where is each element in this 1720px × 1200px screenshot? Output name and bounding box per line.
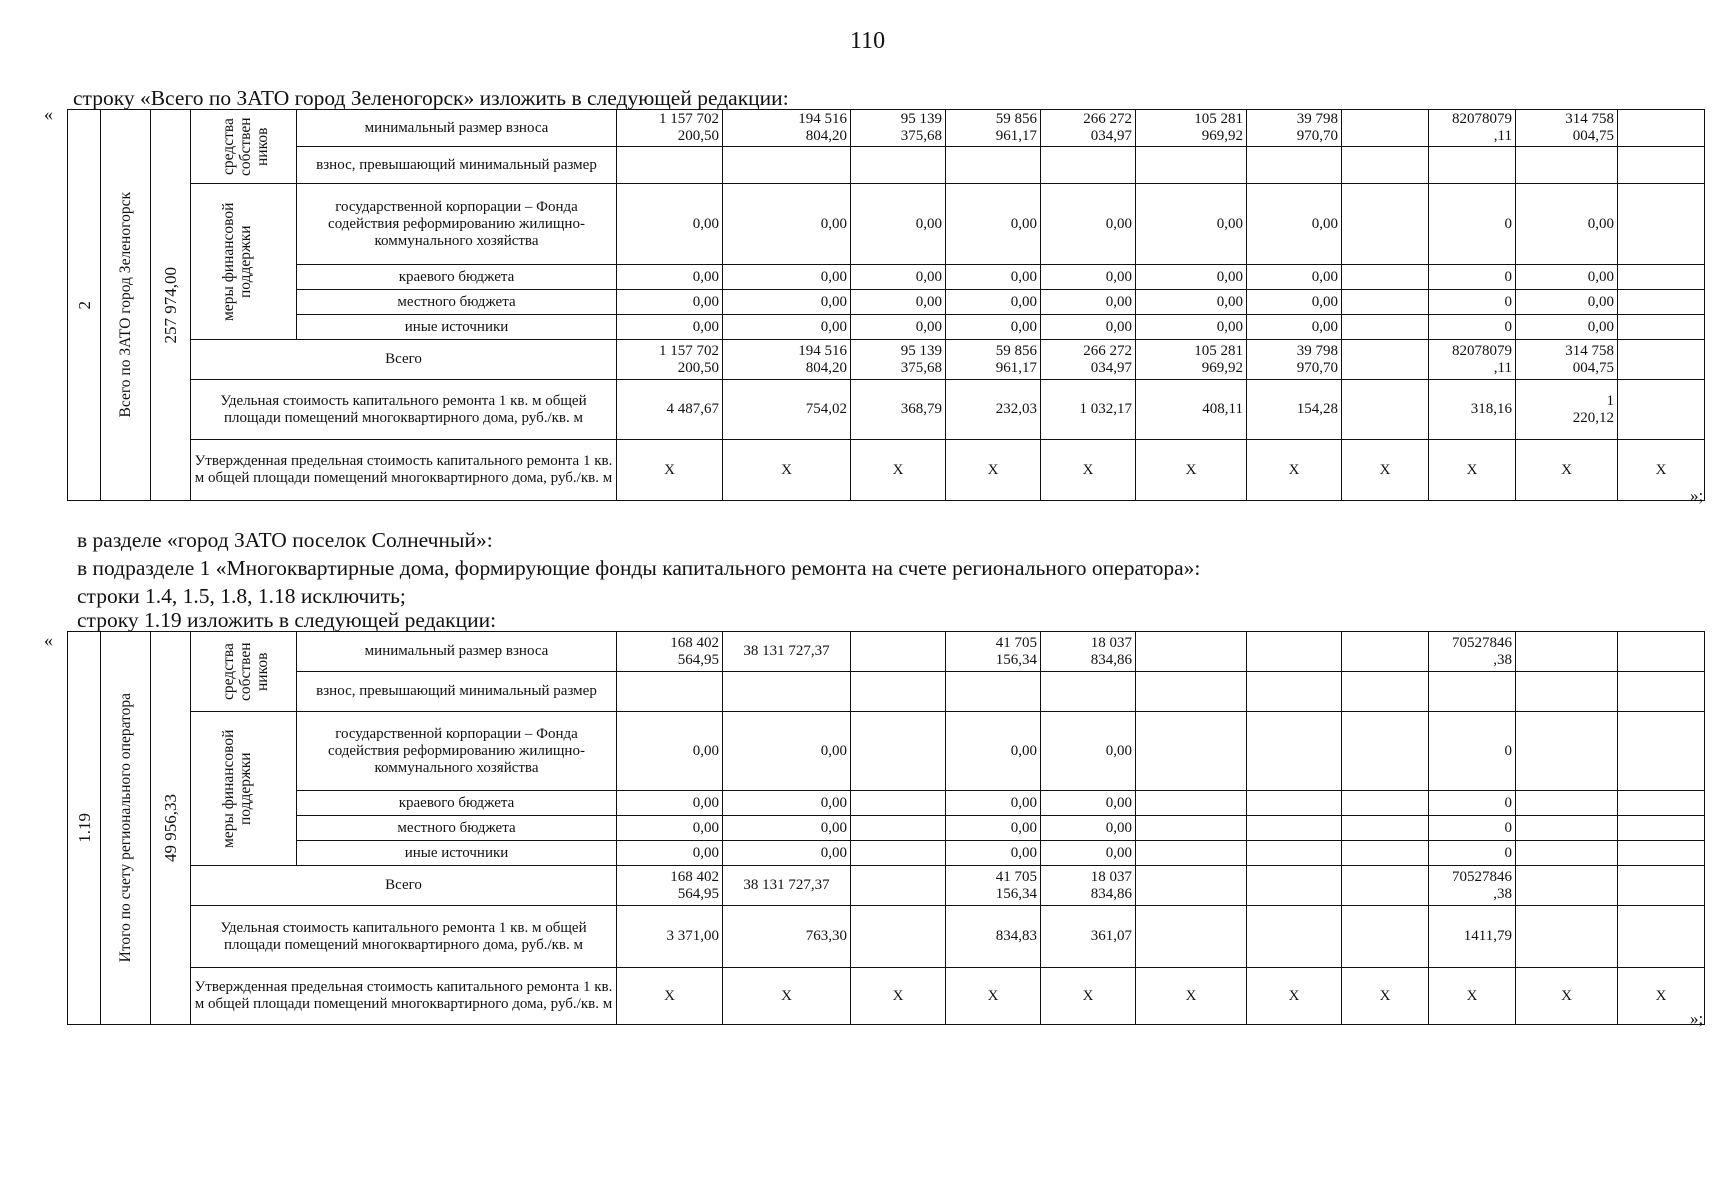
value-cell [851,841,946,866]
section-line: строки 1.4, 1.5, 1.8, 1.18 исключить; [77,584,406,608]
value-cell: 168 402 564,95 [617,632,723,672]
opening-quote: « [44,630,53,650]
value-cell [1247,147,1342,184]
over-min-label: взнос, превышающий минимальный размер [297,147,617,184]
x-mark-cell: Х [946,968,1041,1025]
max-cost-label: Утвержденная предельная стоимость капитального ремонта 1 кв. м общей площади помещений многоквартирного дома, руб./кв. м [191,440,617,501]
value-cell: 0,00 [1041,712,1136,791]
value-cell: 0,00 [851,265,946,290]
value-cell: 1 032,17 [1041,380,1136,440]
value-cell: 361,07 [1041,906,1136,968]
value-cell: 1 157 702 200,50 [617,340,723,380]
section-line: в разделе «город ЗАТО поселок Солнечный»: [77,528,493,552]
value-cell: 0,00 [617,290,723,315]
value-cell: 368,79 [851,380,946,440]
value-cell [1136,147,1247,184]
row-name-cell: Итого по счету регионального оператора [101,632,151,1025]
owners-funds-label: средства собствен ников [191,110,297,184]
value-cell [1342,290,1429,315]
x-mark-cell: Х [1342,968,1429,1025]
value-cell [851,816,946,841]
value-cell: 0 [1429,791,1516,816]
value-cell: 0,00 [617,712,723,791]
value-cell: 0,00 [723,816,851,841]
value-cell [851,866,946,906]
support-label: меры финансовой поддержки [191,184,297,340]
value-cell: 0 [1429,841,1516,866]
value-cell [1247,816,1342,841]
value-cell [1136,672,1247,712]
value-cell: 0,00 [1136,315,1247,340]
value-cell: 0,00 [617,315,723,340]
value-cell [1618,816,1705,841]
regional-label: краевого бюджета [297,265,617,290]
x-mark-cell: Х [1429,968,1516,1025]
x-mark-cell: Х [1618,440,1705,501]
value-cell: 0,00 [946,791,1041,816]
value-cell: 0,00 [946,315,1041,340]
area-cell: 49 956,33 [151,632,191,1025]
row-number-cell: 2 [68,110,101,501]
value-cell [1618,672,1705,712]
value-cell [1516,791,1618,816]
value-cell: 0,00 [1247,184,1342,265]
value-cell [1247,791,1342,816]
value-cell: 266 272 034,97 [1041,340,1136,380]
value-cell [1247,712,1342,791]
value-cell: 3 371,00 [617,906,723,968]
min-fee-label: минимальный размер взноса [297,110,617,147]
x-mark-cell: Х [1516,968,1618,1025]
value-cell: 0,00 [1136,265,1247,290]
value-cell: 0,00 [946,712,1041,791]
value-cell [1516,712,1618,791]
value-cell [1342,380,1429,440]
value-cell [1136,841,1247,866]
value-cell [1247,632,1342,672]
value-cell: 0,00 [851,184,946,265]
value-cell [617,147,723,184]
x-mark-cell: Х [946,440,1041,501]
x-mark-cell: Х [1247,440,1342,501]
value-cell [851,712,946,791]
page-number: 110 [850,28,886,54]
value-cell: 0,00 [617,791,723,816]
value-cell [1618,906,1705,968]
value-cell: 754,02 [723,380,851,440]
owners-funds-label: средства собствен ников [191,632,297,712]
value-cell: 0,00 [617,184,723,265]
value-cell: 0,00 [723,265,851,290]
over-min-label: взнос, превышающий минимальный размер [297,672,617,712]
value-cell: 318,16 [1429,380,1516,440]
value-cell [1247,841,1342,866]
value-cell [1516,147,1618,184]
intro-line: строку «Всего по ЗАТО город Зеленогорск» изложить в следующей редакции: [73,86,789,110]
value-cell: 1 157 702 200,50 [617,110,723,147]
value-cell: 0,00 [946,290,1041,315]
value-cell [851,672,946,712]
value-cell [1247,906,1342,968]
x-mark-cell: Х [1041,968,1136,1025]
value-cell [1516,866,1618,906]
value-cell: 0,00 [617,265,723,290]
value-cell: 95 139 375,68 [851,110,946,147]
value-cell [1136,791,1247,816]
area-cell: 257 974,00 [151,110,191,501]
value-cell: 1411,79 [1429,906,1516,968]
x-mark-cell: Х [1516,440,1618,501]
value-cell: 232,03 [946,380,1041,440]
value-cell [1618,866,1705,906]
value-cell: 41 705 156,34 [946,632,1041,672]
value-cell [1342,632,1429,672]
value-cell: 82078079 ,11 [1429,110,1516,147]
value-cell: 408,11 [1136,380,1247,440]
value-cell: 0 [1429,816,1516,841]
value-cell [1618,380,1705,440]
value-cell: 0 [1429,315,1516,340]
value-cell [1342,672,1429,712]
value-cell [1342,816,1429,841]
value-cell [1342,110,1429,147]
x-mark-cell: Х [851,968,946,1025]
unit-cost-label: Удельная стоимость капитального ремонта 1 кв. м общей площади помещений многоквартирного дома, руб./кв. м [191,906,617,968]
value-cell [1247,866,1342,906]
x-mark-cell: Х [1136,440,1247,501]
value-cell: 105 281 969,92 [1136,340,1247,380]
x-mark-cell: Х [617,968,723,1025]
value-cell: 0,00 [723,791,851,816]
corp-label: государственной корпорации – Фонда содействия реформированию жилищно-коммунального хозяйства [297,184,617,265]
value-cell: 0,00 [723,841,851,866]
value-cell: 0,00 [617,841,723,866]
support-label: меры финансовой поддержки [191,712,297,866]
section-line: в подразделе 1 «Многоквартирные дома, формирующие фонды капитального ремонта на счете регионального оператора»: [77,556,1201,580]
value-cell: 38 131 727,37 [723,866,851,906]
value-cell: 70527846 ,38 [1429,866,1516,906]
value-cell: 0,00 [1041,816,1136,841]
value-cell [723,147,851,184]
value-cell: 0 [1429,290,1516,315]
value-cell: 0,00 [851,290,946,315]
value-cell: 0,00 [723,184,851,265]
value-cell [1136,866,1247,906]
max-cost-label: Утвержденная предельная стоимость капитального ремонта 1 кв. м общей площади помещений многоквартирного дома, руб./кв. м [191,968,617,1025]
value-cell [1342,315,1429,340]
table-solnechny [67,631,1720,1025]
value-cell: 0,00 [946,841,1041,866]
value-cell: 0,00 [723,290,851,315]
value-cell: 0,00 [946,816,1041,841]
value-cell [1429,147,1516,184]
value-cell [1618,791,1705,816]
value-cell [851,147,946,184]
value-cell [851,906,946,968]
value-cell [1516,672,1618,712]
value-cell: 0,00 [723,315,851,340]
value-cell [1618,184,1705,265]
value-cell: 0,00 [1041,290,1136,315]
value-cell: 0,00 [1516,184,1618,265]
value-cell: 0,00 [1247,265,1342,290]
value-cell: 314 758 004,75 [1516,110,1618,147]
value-cell: 154,28 [1247,380,1342,440]
value-cell [1342,147,1429,184]
value-cell: 0,00 [946,265,1041,290]
value-cell: 194 516 804,20 [723,110,851,147]
value-cell: 0,00 [1041,184,1136,265]
local-label: местного бюджета [297,816,617,841]
value-cell: 168 402 564,95 [617,866,723,906]
row-name-cell: Всего по ЗАТО город Зеленогорск [101,110,151,501]
value-cell [1342,866,1429,906]
x-mark-cell: Х [1247,968,1342,1025]
value-cell [1618,712,1705,791]
value-cell: 39 798 970,70 [1247,110,1342,147]
value-cell [1618,110,1705,147]
value-cell [1342,265,1429,290]
value-cell [1342,712,1429,791]
value-cell: 38 131 727,37 [723,632,851,672]
value-cell [617,672,723,712]
value-cell [1342,791,1429,816]
total-label: Всего [191,866,617,906]
value-cell: 39 798 970,70 [1247,340,1342,380]
value-cell: 0,00 [1041,265,1136,290]
value-cell: 763,30 [723,906,851,968]
value-cell [1041,147,1136,184]
value-cell [1342,841,1429,866]
value-cell: 4 487,67 [617,380,723,440]
min-fee-label: минимальный размер взноса [297,632,617,672]
closing-quote: »; [1690,486,1704,505]
value-cell [1618,841,1705,866]
value-cell [1618,340,1705,380]
total-label: Всего [191,340,617,380]
opening-quote: « [44,104,53,124]
value-cell: 0,00 [1516,290,1618,315]
value-cell: 105 281 969,92 [1136,110,1247,147]
value-cell [851,791,946,816]
value-cell: 266 272 034,97 [1041,110,1136,147]
value-cell [723,672,851,712]
value-cell: 41 705 156,34 [946,866,1041,906]
corp-label: государственной корпорации – Фонда содействия реформированию жилищно-коммунального хозяйства [297,712,617,791]
value-cell: 0,00 [1041,791,1136,816]
value-cell: 70527846 ,38 [1429,632,1516,672]
value-cell: 314 758 004,75 [1516,340,1618,380]
value-cell [1516,632,1618,672]
x-mark-cell: Х [851,440,946,501]
value-cell: 0,00 [1516,265,1618,290]
value-cell [946,147,1041,184]
value-cell: 0,00 [1136,184,1247,265]
value-cell: 82078079 ,11 [1429,340,1516,380]
value-cell: 0,00 [946,184,1041,265]
value-cell: 194 516 804,20 [723,340,851,380]
value-cell: 0,00 [1041,841,1136,866]
x-mark-cell: Х [1429,440,1516,501]
value-cell [851,632,946,672]
x-mark-cell: Х [1618,968,1705,1025]
value-cell: 0,00 [723,712,851,791]
value-cell: 59 856 961,17 [946,340,1041,380]
section-line: строку 1.19 изложить в следующей редакции: [77,608,497,632]
value-cell: 0,00 [1516,315,1618,340]
row-number-cell: 1.19 [68,632,101,1025]
value-cell: 18 037 834,86 [1041,632,1136,672]
value-cell [1136,712,1247,791]
x-mark-cell: Х [1136,968,1247,1025]
value-cell [1516,816,1618,841]
value-cell [1516,906,1618,968]
value-cell: 0,00 [1247,315,1342,340]
x-mark-cell: Х [723,440,851,501]
value-cell: 0,00 [617,816,723,841]
value-cell [1136,816,1247,841]
value-cell: 1 220,12 [1516,380,1618,440]
value-cell [1618,265,1705,290]
value-cell: 0 [1429,712,1516,791]
regional-label: краевого бюджета [297,791,617,816]
local-label: местного бюджета [297,290,617,315]
x-mark-cell: Х [1342,440,1429,501]
value-cell [946,672,1041,712]
value-cell [1136,906,1247,968]
value-cell: 0 [1429,265,1516,290]
value-cell [1342,340,1429,380]
x-mark-cell: Х [1041,440,1136,501]
value-cell: 0,00 [851,315,946,340]
closing-quote: »; [1690,1009,1704,1028]
value-cell: 95 139 375,68 [851,340,946,380]
unit-cost-label: Удельная стоимость капитального ремонта 1 кв. м общей площади помещений многоквартирного дома, руб./кв. м [191,380,617,440]
value-cell [1041,672,1136,712]
value-cell [1618,315,1705,340]
other-label: иные источники [297,841,617,866]
x-mark-cell: Х [617,440,723,501]
x-mark-cell: Х [723,968,851,1025]
value-cell: 0 [1429,184,1516,265]
value-cell: 0,00 [1247,290,1342,315]
value-cell: 0,00 [1041,315,1136,340]
value-cell [1516,841,1618,866]
value-cell: 834,83 [946,906,1041,968]
value-cell [1618,290,1705,315]
other-label: иные источники [297,315,617,340]
value-cell: 18 037 834,86 [1041,866,1136,906]
value-cell [1342,906,1429,968]
table-zelenogorsk [67,109,1720,501]
value-cell: 59 856 961,17 [946,110,1041,147]
value-cell: 0,00 [1136,290,1247,315]
value-cell [1429,672,1516,712]
value-cell [1618,632,1705,672]
value-cell [1618,147,1705,184]
value-cell [1247,672,1342,712]
value-cell [1342,184,1429,265]
value-cell [1136,632,1247,672]
